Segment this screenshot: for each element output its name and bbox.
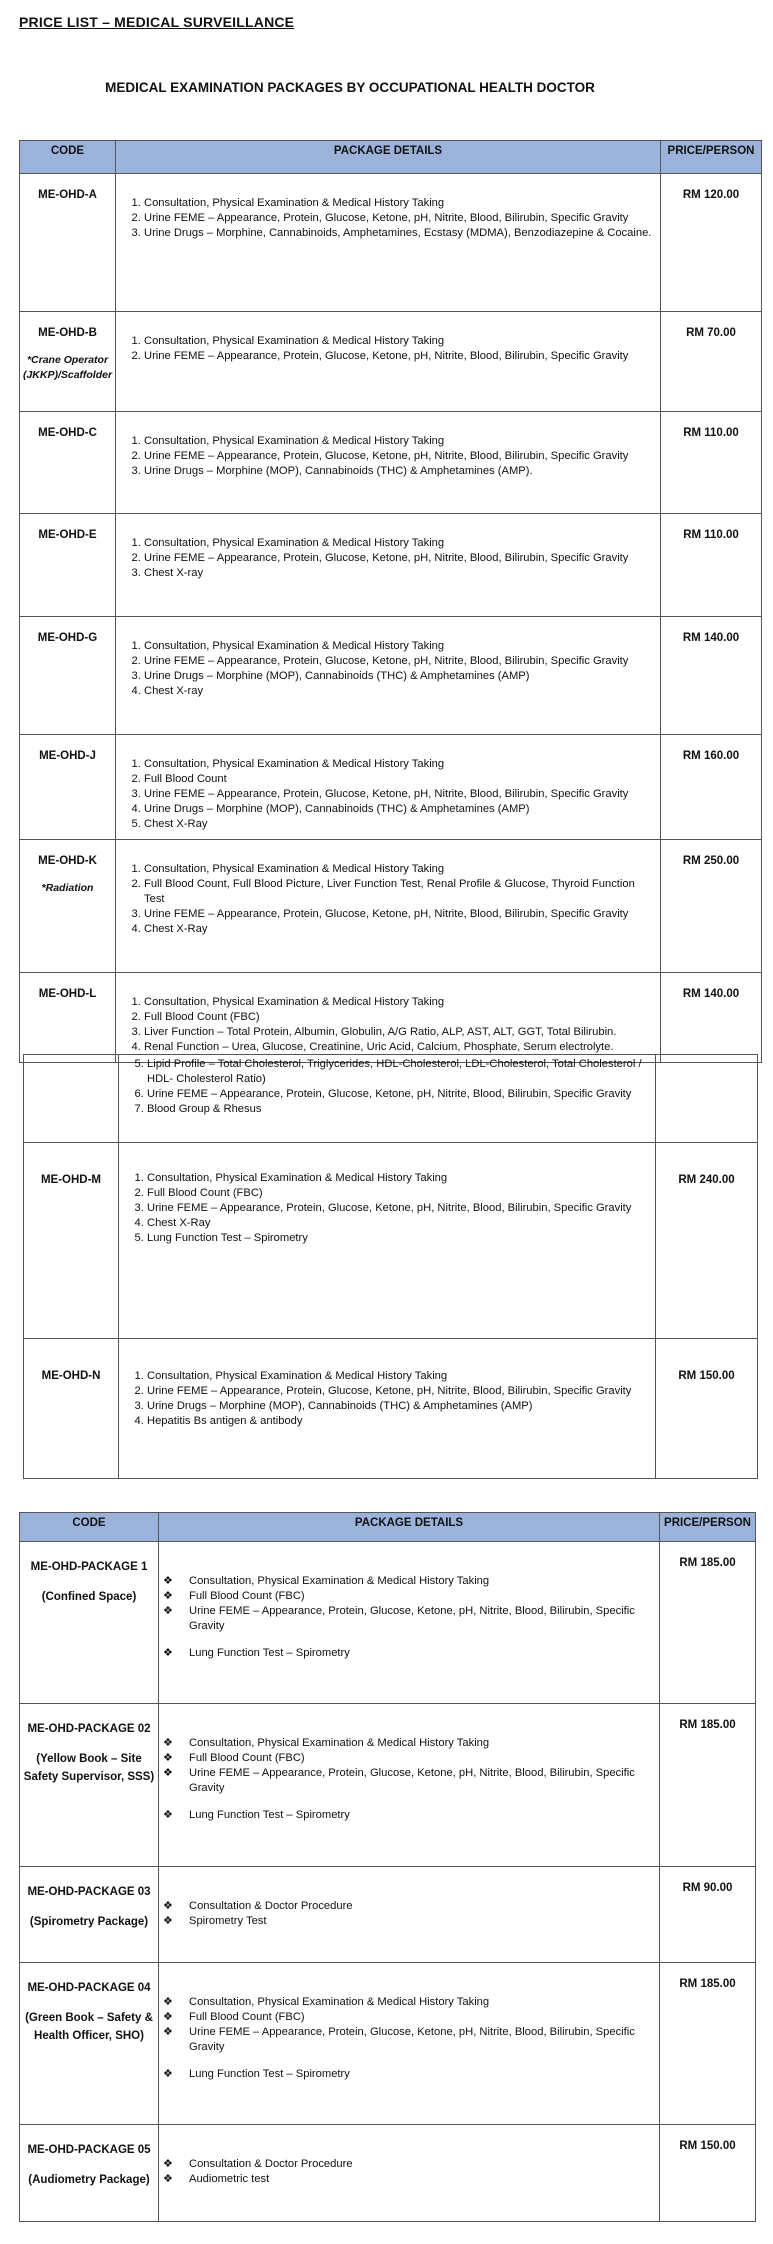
package-item-text: Spirometry Test (189, 1915, 267, 1927)
table-row (24, 1339, 758, 1479)
package-item-text: Lung Function Test – Spirometry (189, 1647, 350, 1659)
package-item: 1. Consultation, Physical Examination & Medical History Taking (144, 334, 656, 349)
package-code: ME-OHD-PACKAGE 03 (27, 1886, 151, 1898)
package-item: 1. Consultation, Physical Examination & Medical History Taking (144, 757, 656, 772)
package-items-list (163, 1995, 655, 2082)
price-cell: RM 185.00 (660, 1542, 756, 1704)
diamond-bullet-icon: ❖ (163, 2068, 173, 2080)
diamond-bullet-icon: ❖ (163, 1605, 173, 1617)
package-items-list (120, 434, 656, 479)
package-code-cell (20, 1963, 159, 2125)
table-row (20, 312, 762, 412)
package-item: 5. Chest X-Ray (144, 817, 656, 832)
package-items-list (163, 1899, 655, 1929)
package-item: 3. Urine FEME – Appearance, Protein, Glucose, Ketone, pH, Nitrite, Blood, Bilirubin, Specific Gravity (144, 907, 656, 922)
diamond-bullet-icon: ❖ (163, 1647, 173, 1659)
diamond-bullet-icon: ❖ (163, 2173, 173, 2185)
table-row (20, 1542, 756, 1704)
price-cell: RM 110.00 (661, 412, 762, 514)
package-details-cell (159, 2125, 660, 2222)
package-item: 4. Hepatitis Bs antigen & antibody (147, 1414, 651, 1429)
table-row (20, 1963, 756, 2125)
price-cell (656, 1055, 758, 1143)
package-code: ME-OHD-B (38, 327, 97, 339)
package-code: ME-OHD-A (38, 189, 97, 201)
diamond-bullet-icon: ❖ (163, 1575, 173, 1587)
table-row (20, 840, 762, 973)
package-items-list (163, 1736, 655, 1823)
package-items-list (163, 1574, 655, 1661)
package-code-cell (20, 2125, 159, 2222)
package-code: ME-OHD-PACKAGE 02 (27, 1723, 151, 1735)
package-details-cell (116, 735, 661, 840)
package-code-cell (24, 1339, 119, 1479)
package-details-cell (116, 973, 661, 1063)
package-code: ME-OHD-C (38, 427, 97, 439)
package-items-list (123, 1171, 651, 1246)
package-table-1 (19, 140, 762, 1063)
package-item: 1. Consultation, Physical Examination & Medical History Taking (144, 639, 656, 654)
package-details-cell (119, 1143, 656, 1339)
header-package-details: PACKAGE DETAILS (159, 1513, 660, 1542)
package-item: 4. Renal Function – Urea, Glucose, Creatinine, Uric Acid, Calcium, Phosphate, Serum electrolyte. (144, 1040, 656, 1055)
package-items-list (120, 334, 656, 364)
package-item (163, 1646, 655, 1661)
package-code-cell (20, 1542, 159, 1704)
package-item: 4. Chest X-Ray (147, 1216, 651, 1231)
package-item (163, 1604, 655, 1634)
package-subtitle: (Green Book – Safety & Health Officer, SHO) (25, 2012, 153, 2042)
package-item: 3. Urine Drugs – Morphine (MOP), Cannabinoids (THC) & Amphetamines (AMP) (144, 669, 656, 684)
package-code-cell (20, 973, 116, 1063)
page-title: PRICE LIST – MEDICAL SURVEILLANCE (19, 14, 295, 30)
package-item: 1. Consultation, Physical Examination & Medical History Taking (144, 995, 656, 1010)
package-item-text: Full Blood Count (FBC) (189, 1590, 305, 1602)
package-item (163, 1808, 655, 1823)
table-row (20, 2125, 756, 2222)
package-item: 2. Full Blood Count (FBC) (144, 1010, 656, 1025)
header-code: CODE (20, 1513, 159, 1542)
package-code-cell (20, 840, 116, 973)
package-item (163, 2157, 655, 2172)
table-row (20, 735, 762, 840)
package-item-text: Urine FEME – Appearance, Protein, Glucose, Ketone, pH, Nitrite, Blood, Bilirubin, Specific Gravity (189, 1767, 635, 1794)
package-code: ME-OHD-L (38, 988, 97, 1000)
package-items-list (123, 1057, 651, 1117)
package-note: *Radiation (41, 882, 94, 894)
package-item: 3. Chest X-ray (144, 566, 656, 581)
table-row (20, 1704, 756, 1867)
table-row (24, 1143, 758, 1339)
package-code: ME-OHD-K (38, 855, 97, 867)
price-cell: RM 185.00 (660, 1704, 756, 1867)
package-item (163, 1766, 655, 1796)
package-item: 1. Consultation, Physical Examination & Medical History Taking (144, 434, 656, 449)
diamond-bullet-icon: ❖ (163, 1737, 173, 1749)
package-item: 4. Chest X-Ray (144, 922, 656, 937)
package-items-list (120, 862, 656, 937)
package-details-cell (119, 1339, 656, 1479)
table-row (20, 412, 762, 514)
package-subtitle: (Spirometry Package) (29, 1916, 149, 1928)
package-code-cell (20, 312, 116, 412)
package-code-cell (20, 735, 116, 840)
package-note: *Crane Operator (JKKP)/Scaffolder (22, 354, 113, 381)
package-item (163, 1914, 655, 1929)
package-item: 1. Consultation, Physical Examination & Medical History Taking (144, 196, 656, 211)
package-item-text: Consultation, Physical Examination & Medical History Taking (189, 1737, 490, 1749)
package-item-text: Urine FEME – Appearance, Protein, Glucose, Ketone, pH, Nitrite, Blood, Bilirubin, Specific Gravity (189, 1605, 635, 1632)
package-code-cell (24, 1143, 119, 1339)
package-item-text: Consultation & Doctor Procedure (189, 1900, 353, 1912)
table-row (20, 973, 762, 1063)
package-details-cell (116, 174, 661, 312)
price-cell: RM 110.00 (661, 514, 762, 617)
diamond-bullet-icon: ❖ (163, 2011, 173, 2023)
package-code-cell (20, 412, 116, 514)
package-details-cell (159, 1963, 660, 2125)
package-code: ME-OHD-G (37, 632, 98, 644)
package-item: 4. Urine Drugs – Morphine (MOP), Cannabinoids (THC) & Amphetamines (AMP) (144, 802, 656, 817)
package-item: 3. Urine Drugs – Morphine (MOP), Cannabinoids (THC) & Amphetamines (AMP). (144, 464, 656, 479)
package-item: 3. Urine Drugs – Morphine (MOP), Cannabinoids (THC) & Amphetamines (AMP) (147, 1399, 651, 1414)
package-details-cell (116, 514, 661, 617)
package-item: 3. Urine FEME – Appearance, Protein, Glucose, Ketone, pH, Nitrite, Blood, Bilirubin, Specific Gravity (147, 1201, 651, 1216)
price-cell: RM 250.00 (661, 840, 762, 973)
package-code-cell (20, 617, 116, 735)
price-cell: RM 140.00 (661, 973, 762, 1063)
package-item: 6. Urine FEME – Appearance, Protein, Glucose, Ketone, pH, Nitrite, Blood, Bilirubin, Specific Gravity (147, 1087, 651, 1102)
package-table-3 (19, 1512, 756, 2222)
table-row (20, 514, 762, 617)
package-items-list (123, 1369, 651, 1429)
package-item-text: Audiometric test (189, 2173, 270, 2185)
header-price: PRICE/PERSON (660, 1513, 756, 1542)
package-items-list (120, 196, 656, 241)
package-code: ME-OHD-M (40, 1174, 102, 1186)
package-subtitle: (Confined Space) (41, 1591, 137, 1603)
table-row (20, 617, 762, 735)
package-code: ME-OHD-N (41, 1370, 101, 1382)
price-cell: RM 150.00 (660, 2125, 756, 2222)
package-code: ME-OHD-PACKAGE 1 (30, 1561, 148, 1573)
package-item (163, 2067, 655, 2082)
package-code-cell (24, 1055, 119, 1143)
package-item: 1. Consultation, Physical Examination & Medical History Taking (147, 1369, 651, 1384)
package-subtitle: (Audiometry Package) (28, 2174, 150, 2186)
package-item: 2. Full Blood Count (FBC) (147, 1186, 651, 1201)
package-item: 2. Urine FEME – Appearance, Protein, Glucose, Ketone, pH, Nitrite, Blood, Bilirubin, Specific Gravity (147, 1384, 651, 1399)
diamond-bullet-icon: ❖ (163, 1915, 173, 1927)
package-item: 4. Chest X-ray (144, 684, 656, 699)
package-code-cell (20, 1704, 159, 1867)
diamond-bullet-icon: ❖ (163, 2158, 173, 2170)
package-item (163, 1574, 655, 1589)
package-item: 1. Consultation, Physical Examination & Medical History Taking (147, 1171, 651, 1186)
package-item (163, 1736, 655, 1751)
package-items-list (120, 639, 656, 699)
diamond-bullet-icon: ❖ (163, 1590, 173, 1602)
package-item (163, 1589, 655, 1604)
package-item-text: Lung Function Test – Spirometry (189, 1809, 350, 1821)
package-item: 2. Urine FEME – Appearance, Protein, Glucose, Ketone, pH, Nitrite, Blood, Bilirubin, Specific Gravity (144, 349, 656, 364)
package-item-text: Lung Function Test – Spirometry (189, 2068, 350, 2080)
price-cell: RM 120.00 (661, 174, 762, 312)
package-code: ME-OHD-E (38, 529, 97, 541)
package-item (163, 1751, 655, 1766)
table-row (20, 1867, 756, 1963)
package-item-text: Consultation, Physical Examination & Medical History Taking (189, 1575, 490, 1587)
package-details-cell (116, 840, 661, 973)
package-details-cell (159, 1704, 660, 1867)
package-table-2 (23, 1054, 758, 1479)
package-item: 2. Full Blood Count, Full Blood Picture, Liver Function Test, Renal Profile & Glucose, Thyroid Function Test (144, 877, 656, 907)
package-code-cell (20, 514, 116, 617)
package-item-text: Full Blood Count (FBC) (189, 2011, 305, 2023)
package-item (163, 2010, 655, 2025)
package-item: 3. Urine Drugs – Morphine, Cannabinoids, Amphetamines, Ecstasy (MDMA), Benzodiazepine & Cocaine. (144, 226, 656, 241)
diamond-bullet-icon: ❖ (163, 1900, 173, 1912)
package-item (163, 2172, 655, 2187)
table-row (20, 174, 762, 312)
package-item-text: Consultation & Doctor Procedure (189, 2158, 353, 2170)
package-item-text: Full Blood Count (FBC) (189, 1752, 305, 1764)
package-item-text: Consultation, Physical Examination & Medical History Taking (189, 1996, 490, 2008)
package-details-cell (159, 1867, 660, 1963)
package-subtitle: (Yellow Book – Site Safety Supervisor, SSS) (23, 1753, 155, 1783)
price-cell: RM 70.00 (661, 312, 762, 412)
package-item: 1. Consultation, Physical Examination & Medical History Taking (144, 536, 656, 551)
price-cell: RM 160.00 (661, 735, 762, 840)
package-code: ME-OHD-PACKAGE 04 (27, 1982, 151, 1994)
package-details-cell (119, 1055, 656, 1143)
package-item: 7. Blood Group & Rhesus (147, 1102, 651, 1117)
package-item: 2. Full Blood Count (144, 772, 656, 787)
table-row (24, 1055, 758, 1143)
header-code: CODE (20, 141, 116, 174)
package-item: 2. Urine FEME – Appearance, Protein, Glucose, Ketone, pH, Nitrite, Blood, Bilirubin, Specific Gravity (144, 211, 656, 226)
package-item: 3. Urine FEME – Appearance, Protein, Glucose, Ketone, pH, Nitrite, Blood, Bilirubin, Specific Gravity (144, 787, 656, 802)
diamond-bullet-icon: ❖ (163, 1752, 173, 1764)
price-cell: RM 90.00 (660, 1867, 756, 1963)
package-items-list (163, 2157, 655, 2187)
price-cell: RM 150.00 (656, 1339, 758, 1479)
package-item: 2. Urine FEME – Appearance, Protein, Glucose, Ketone, pH, Nitrite, Blood, Bilirubin, Specific Gravity (144, 654, 656, 669)
package-items-list (120, 757, 656, 832)
package-item: 2. Urine FEME – Appearance, Protein, Glucose, Ketone, pH, Nitrite, Blood, Bilirubin, Specific Gravity (144, 551, 656, 566)
package-details-cell (116, 412, 661, 514)
diamond-bullet-icon: ❖ (163, 1996, 173, 2008)
diamond-bullet-icon: ❖ (163, 1809, 173, 1821)
package-item: 5. Lung Function Test – Spirometry (147, 1231, 651, 1246)
package-code: ME-OHD-PACKAGE 05 (27, 2144, 151, 2156)
package-item: 5. Lipid Profile – Total Cholesterol, Triglycerides, HDL-Cholesterol, LDL-Cholesterol, Total Cholesterol / HDL- Cholesterol Ratio) (147, 1057, 651, 1087)
package-item: 2. Urine FEME – Appearance, Protein, Glucose, Ketone, pH, Nitrite, Blood, Bilirubin, Specific Gravity (144, 449, 656, 464)
package-code-cell (20, 1867, 159, 1963)
package-details-cell (116, 617, 661, 735)
package-item (163, 2025, 655, 2055)
price-cell: RM 240.00 (656, 1143, 758, 1339)
package-item (163, 1995, 655, 2010)
package-item: 3. Liver Function – Total Protein, Albumin, Globulin, A/G Ratio, ALP, AST, ALT, GGT, Total Bilirubin. (144, 1025, 656, 1040)
package-code-cell (20, 174, 116, 312)
header-package-details: PACKAGE DETAILS (116, 141, 661, 174)
header-price: PRICE/PERSON (661, 141, 762, 174)
diamond-bullet-icon: ❖ (163, 2026, 173, 2038)
package-details-cell (116, 312, 661, 412)
diamond-bullet-icon: ❖ (163, 1767, 173, 1779)
price-cell: RM 140.00 (661, 617, 762, 735)
package-item: 1. Consultation, Physical Examination & Medical History Taking (144, 862, 656, 877)
package-items-list (120, 995, 656, 1055)
package-items-list (120, 536, 656, 581)
package-item-text: Urine FEME – Appearance, Protein, Glucose, Ketone, pH, Nitrite, Blood, Bilirubin, Specific Gravity (189, 2026, 635, 2053)
section-heading: MEDICAL EXAMINATION PACKAGES BY OCCUPATIONAL HEALTH DOCTOR (105, 80, 595, 95)
package-details-cell (159, 1542, 660, 1704)
price-cell: RM 185.00 (660, 1963, 756, 2125)
package-item (163, 1899, 655, 1914)
package-code: ME-OHD-J (39, 750, 96, 762)
